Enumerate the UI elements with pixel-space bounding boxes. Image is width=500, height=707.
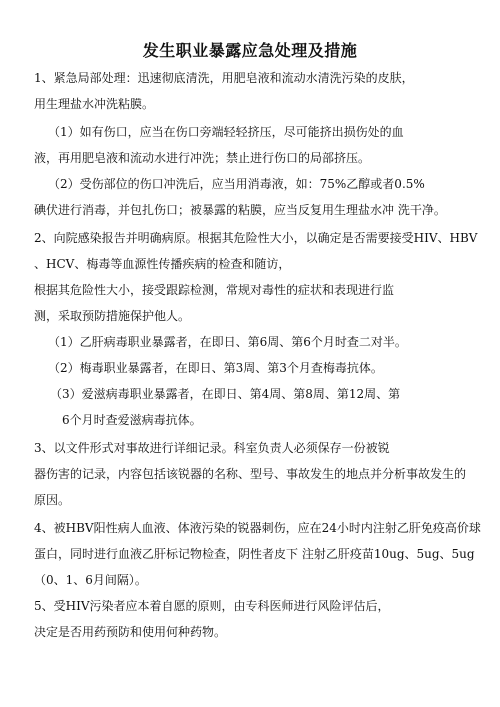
text-line: 1、紧急局部处理：迅速彻底清洗，用肥皂液和流动水清洗污染的皮肤，: [34, 71, 414, 85]
text-line: （2）受伤部位的伤口冲洗后，应当用消毒液，如：75%乙醇或者0.5%: [48, 177, 425, 191]
text-line: （2）梅毒职业暴露者，在即日、第3周、第3个月查梅毒抗体。: [48, 361, 383, 375]
text-line: （3）爱滋病毒职业暴露者，在即日、第4周、第8周、第12周、第: [50, 387, 401, 401]
text-line: （1）乙肝病毒职业暴露者，在即日、第6周、第6个月时查二对半。: [48, 335, 407, 349]
text-line: 原因。: [34, 493, 71, 507]
text-line: 用生理盐水冲洗粘膜。: [34, 97, 155, 111]
text-line: 4、被HBV阳性病人血液、体液污染的锐器刺伤，应在24小时内注射乙肝免疫高价球: [34, 521, 481, 535]
text-line: 3、以文件形式对事故进行详细记录。科室负责人必须保存一份被锐: [34, 441, 390, 455]
text-line: （0、1、6月间隔）。: [34, 573, 147, 587]
text-line: 器伤害的记录，内容包括该锐器的名称、型号、事故发生的地点并分析事故发生的: [34, 467, 467, 481]
text-line: 、HCV、梅毒等血源性传播疾病的检查和随访，: [34, 257, 291, 271]
text-line: 液，再用肥皂液和流动水进行冲洗；禁止进行伤口的局部挤压。: [34, 151, 371, 165]
text-line: 测，采取预防措施保护他人。: [34, 309, 191, 323]
text-line: 2、向院感染报告并明确病原。根据其危险性大小，以确定是否需要接受HIV、HBV: [34, 231, 478, 245]
text-line: 5、受HIV污染者应本着自愿的原则，由专科医师进行风险评估后，: [34, 599, 390, 613]
text-line: 决定是否用药预防和使用何种药物。: [34, 625, 227, 639]
text-line: 根据其危险性大小，接受跟踪检测，常规对毒性的症状和表现进行监: [34, 283, 395, 297]
text-line: 蛋白，同时进行血液乙肝标记物检查，阴性者皮下 注射乙肝疫苗10ug、5ug、5ug: [34, 547, 475, 561]
text-line: （1）如有伤口，应当在伤口旁端轻轻挤压，尽可能挤出损伤处的血: [48, 125, 404, 139]
text-line: 碘伏进行消毒，并包扎伤口；被暴露的粘膜，应当反复用生理盐水冲 洗干净。: [34, 203, 446, 217]
text-line: 6个月时查爱滋病毒抗体。: [62, 413, 202, 427]
document-title: 发生职业暴露应急处理及措施: [142, 41, 358, 60]
